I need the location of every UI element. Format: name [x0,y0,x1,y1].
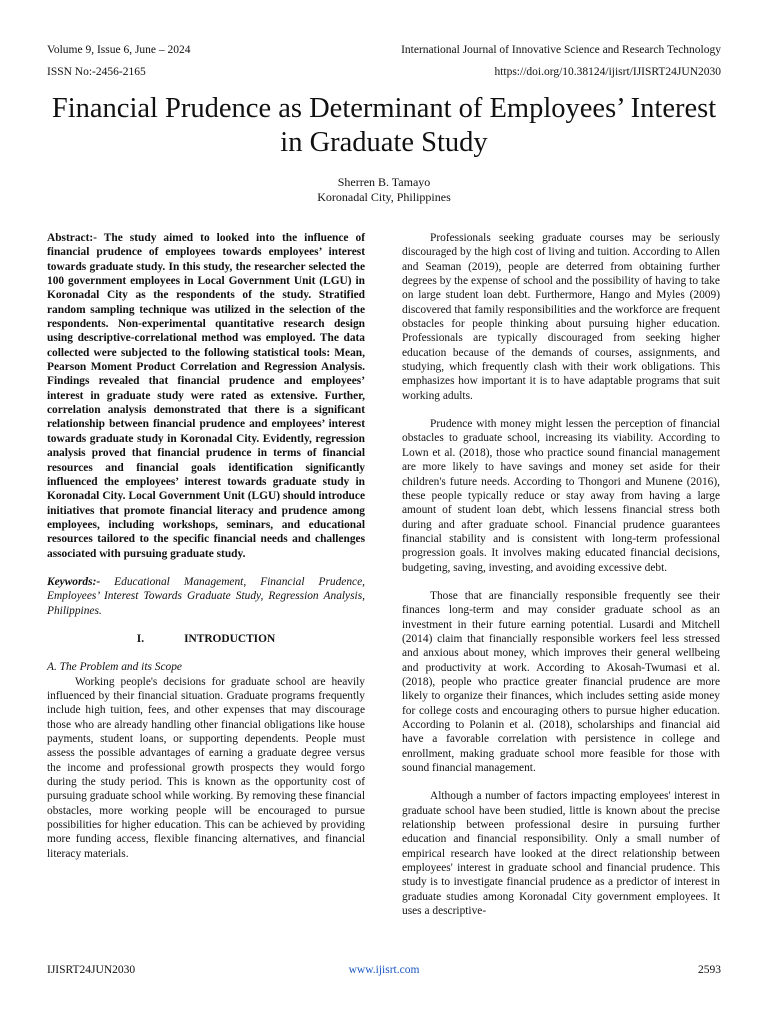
subsection-heading: A. The Problem and its Scope [47,661,182,674]
keywords-text: Educational Management, Financial Prudence, Employees’ Interest Towards Graduate Study, Regression Analysis, Philippines. [47,575,365,617]
footer-site-link[interactable]: www.ijisrt.com [348,964,420,976]
right-column [402,231,720,918]
body-paragraph: Those that are financially responsible frequently see their finances long-term and may consider graduate school as an investment in their future earning potential. Lusardi and Mitchell (2014) claim that financially responsible workers feel less stressed and anxious about money, which improves their general wellbeing and productivity at work. According to Akosah-Twumasi et al. (2018), people who practice greater financial prudence are more likely to organize their finances, which includes setting aside money for college costs and encouraging others to pursue higher education. According to Polanin et al. (2018), scholarships and financial aid have a favorable correlation with persistence in college and enrollment, making graduate school more feasible for those with sound financial management. [402,589,720,775]
body-paragraph: Professionals seeking graduate courses may be seriously discouraged by the high cost of living and tuition. According to Allen and Seaman (2019), people are deterred from obtaining further degrees by the expense of school and the possibility of having to take on large student loan debt. Furthermore, Hango and Myles (2009) discovered that family responsibilities and the workforce are frequent obstacles for people thinking about pursuing higher education. Professionals are typically discouraged from seeking higher education because of the demands of courses, assignments, and studying, which frequently clash with their work obligations. This emphasizes how important it is to have adaptable programs that suit working adults. [402,232,720,402]
keywords-label: Keywords:- [47,575,101,588]
left-column [47,231,365,861]
author-affiliation: Koronadal City, Philippines [317,190,451,204]
footer-code: IJISRT24JUN2030 [47,964,136,976]
body-paragraph: Prudence with money might lessen the perception of financial obstacles to graduate school, increasing its viability. According to Lown et al. (2018), those who practice sound financial management are more likely to have savings and money set aside for their children's future needs. According to Thongori and Munene (2016), these people typically reduce or stay away from having a large amount of student loan debt, which lessens financial stress both during and after graduate school. Financial prudence guarantees financial stability and is consistent with long-term professional progression goals. It involves making educated financial decisions, budgeting, saving, investing, and avoiding excessive debt. [402,418,720,574]
section-heading [47,632,365,646]
volume-info: Volume 9, Issue 6, June – 2024 [47,44,191,56]
journal-name: International Journal of Innovative Science and Research Technology [401,44,721,56]
intro-paragraph: Working people's decisions for graduate school are heavily influenced by their financial situation. Graduate programs frequently include high tuition, fees, and other expenses that may discourage those who are already handling other financial obligations like house payments, student loans, or supporting dependents. People must assess the possible advantages of earning a graduate degree versus the income and professional growth prospects they would forgo during the study period. This is known as the opportunity cost of pursuing graduate school while working. By removing these financial obstacles, more working people will be encouraged to pursue possibilities for higher education. This can be achieved by providing more funding access, flexible financing alternatives, and financial literacy materials. [47,675,365,860]
page-number: 2593 [698,964,721,976]
body-paragraph: Although a number of factors impacting employees' interest in graduate school have been studied, little is known about the precise relationship between professional desire in pursuing further education and financial responsibility. Only a small number of empirical research have looked at the direct relationship between employees' interest in graduate school and financial prudence. This study is to investigate financial prudence as a predictor of interest in graduate studies among Koronadal City government employees. It uses a descriptive- [402,790,720,918]
keywords [47,575,365,618]
section-number: I. [136,632,145,645]
abstract: Abstract:- The study aimed to looked into the influence of financial prudence of employees towards employees’ interest towards graduate study. In this study, the researcher selected the 100 government employees in Local Government Unit (LGU) in Koronadal City as the respondents of the study. Stratified random sampling technique was utilized in the selection of the respondents. Non-experimental quantitative research design using descriptive-correlational method was employed. The data collected were subjected to the following statistical tools: Mean, Pearson Moment Product Correlation and Regression Analysis. Findings revealed that financial prudence and employees’ interest in graduate study were rated as extensive. Further, correlation analysis demonstrated that there is a significant relationship between financial prudence and employees’ interest towards graduate study in Koronadal City. Evidently, regression analysis proved that financial prudence in terms of financial resources and financial goals identification significantly influenced the employees’ interest towards graduate study in Koronadal City. Local Government Unit (LGU) should introduce initiatives that promote financial literacy and prudence among employees, including workshops, seminars, and educational resources tailored to the specific financial needs and challenges associated with pursuing graduate study. [47,232,365,560]
author-name: Sherren B. Tamayo [337,175,431,189]
doi-link[interactable]: https://doi.org/10.38124/ijisrt/IJISRT24JUN2030 [494,66,721,78]
issn: ISSN No:-2456-2165 [47,66,146,78]
paper-title: Financial Prudence as Determinant of Employees’ Interest in Graduate Study [51,93,717,158]
section-title: INTRODUCTION [184,632,276,645]
